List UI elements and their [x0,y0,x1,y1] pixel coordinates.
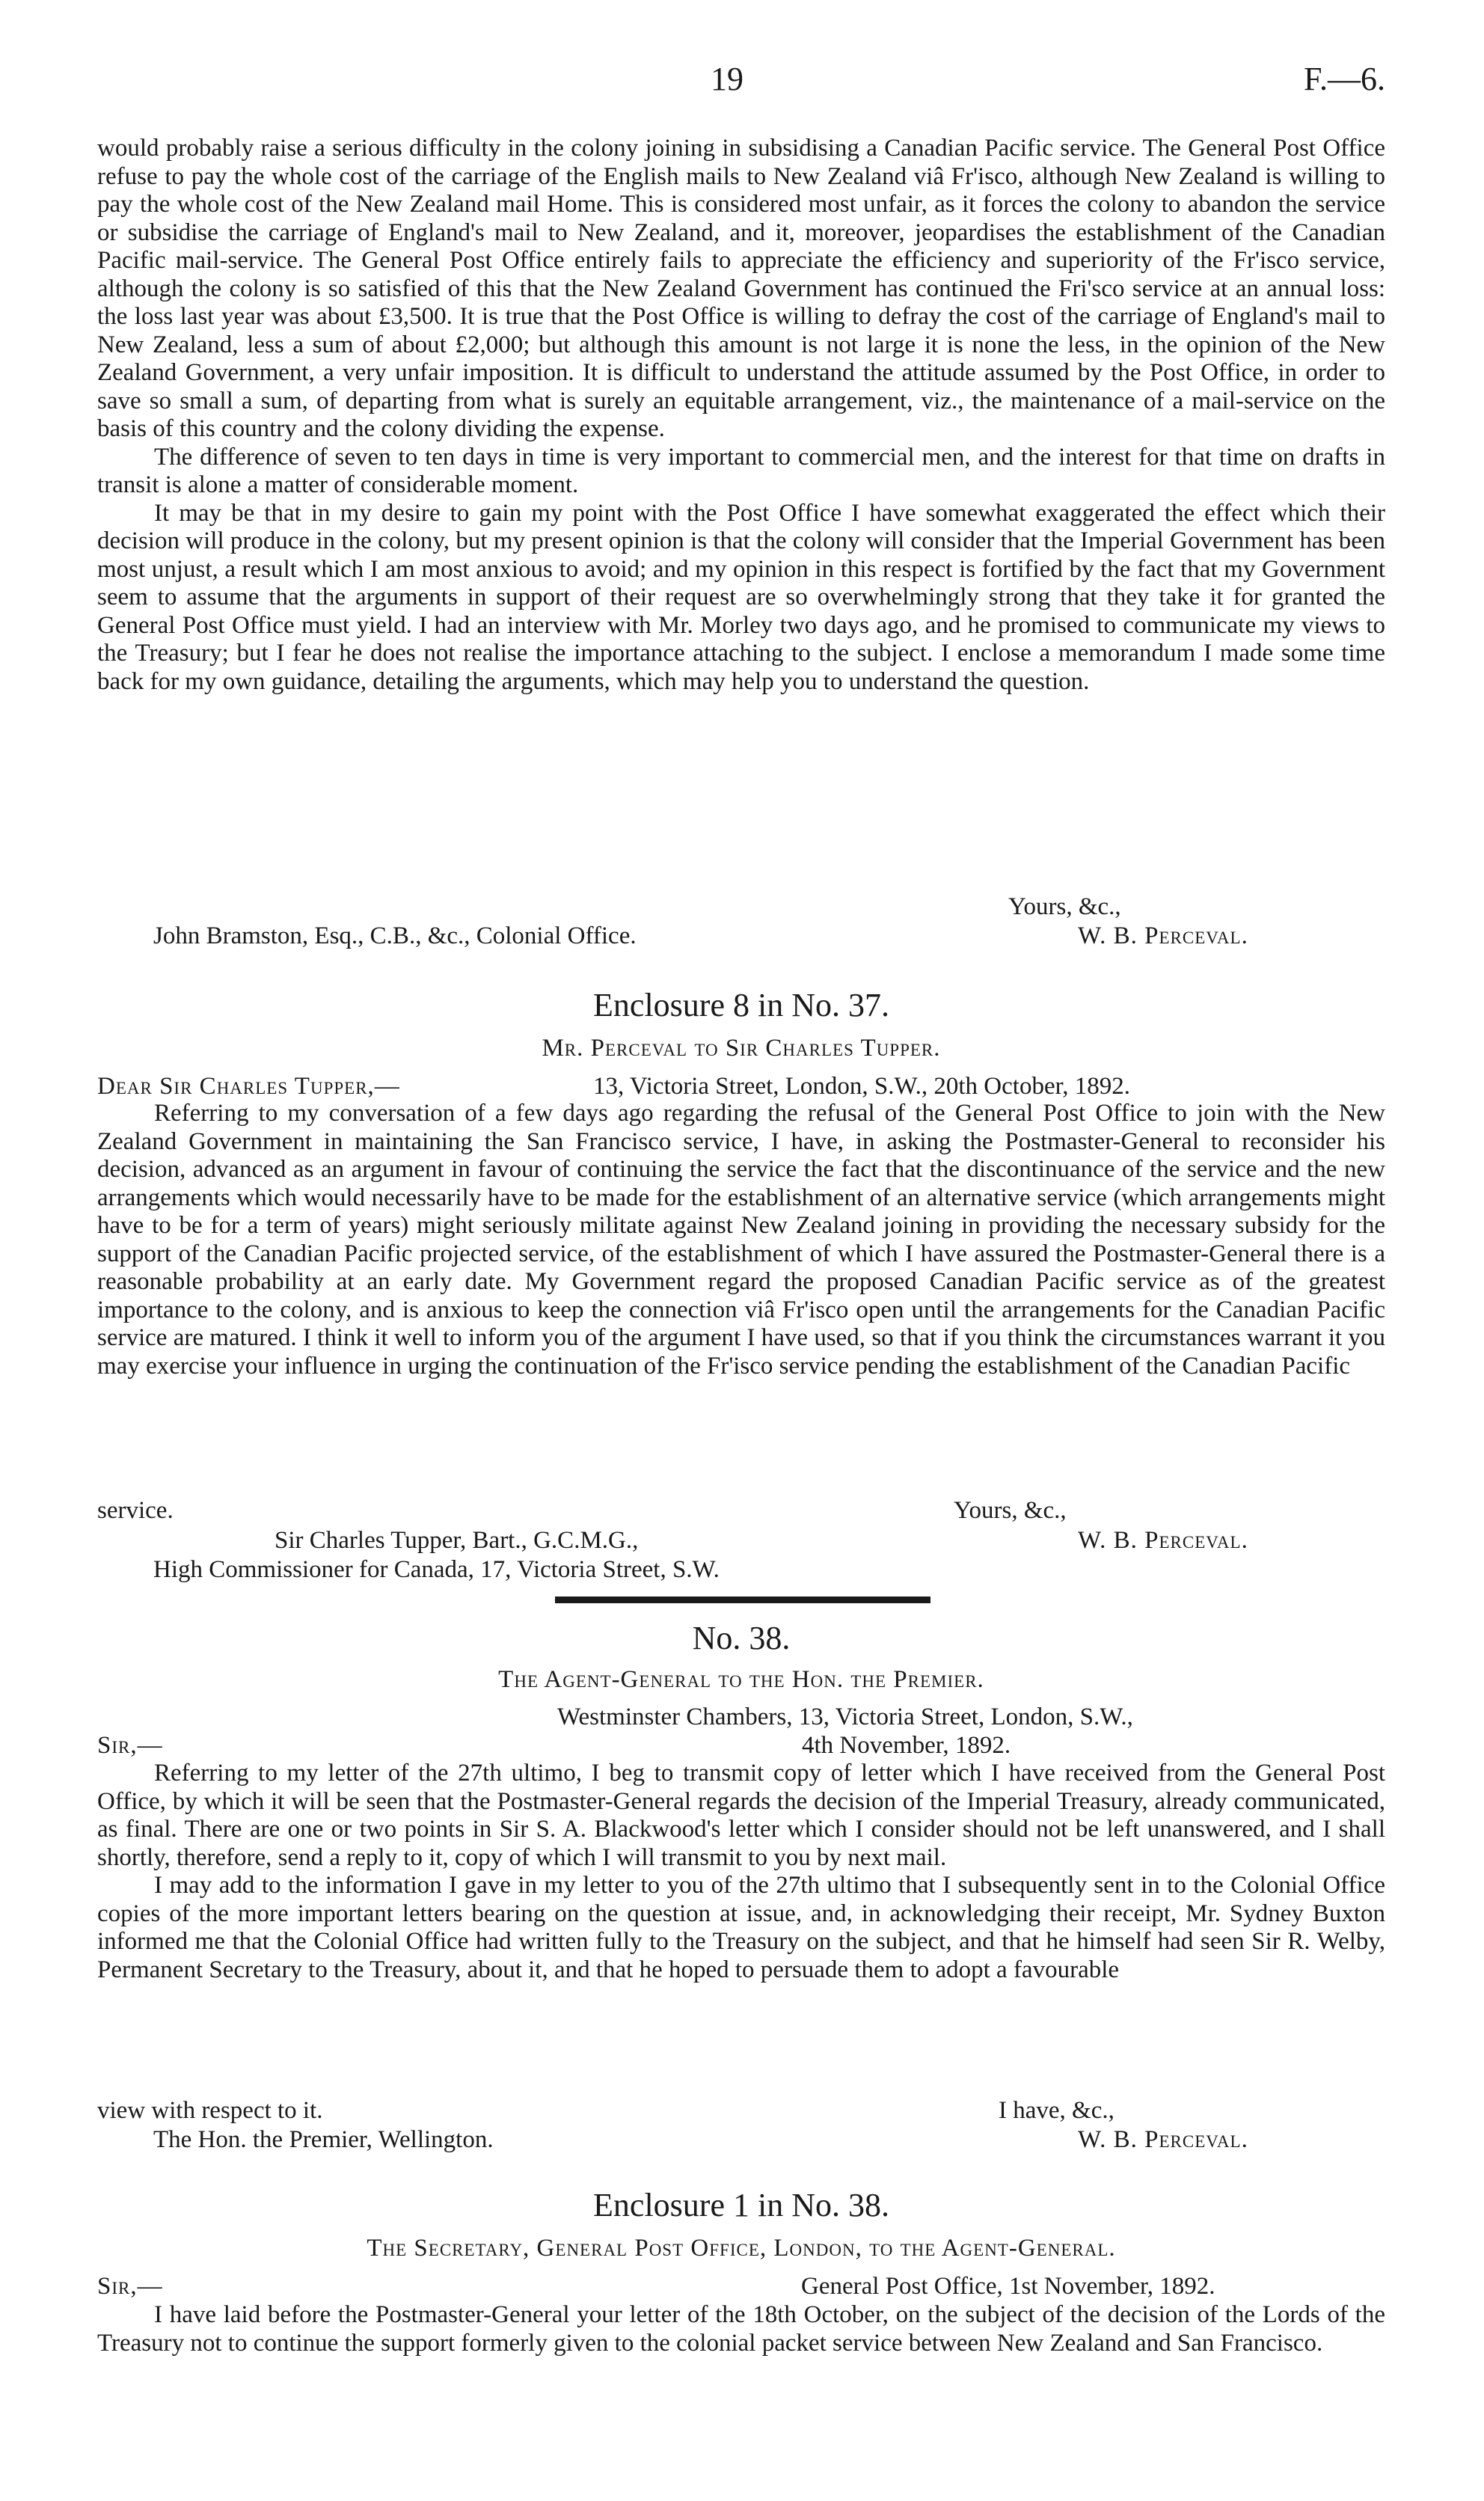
signature: W. B. Perceval. [1078,1527,1248,1554]
section-subtitle: The Secretary, General Post Office, London, to the Agent-General. [367,2235,1116,2262]
salutation: Sir,— [97,1732,163,1759]
section-divider [555,1597,930,1603]
section-subtitle: The Agent-General to the Hon. the Premier. [498,1666,984,1693]
letter-continuation [97,135,1385,696]
paragraph: It may be that in my desire to gain my point with the Post Office I have somewhat exaggerated the effect which their decision will produce in the colony, but my present opinion is that the colony will consider that the Imperial Government has been most unjust, a result which I am most anxious to avoid; and my opinion in this respect is fortified by the fact that my Government seem to assume that the arguments in support of their request are so overwhelmingly strong that they take it for granted the General Post Office must yield. I had an interview with Mr. Morley two days ago, and he promised to communicate my views to the Treasury; but I fear he does not realise the importance attaching to the subject. I enclose a memorandum I made some time back for my own guidance, detailing the arguments, which may help you to understand the question. [97,499,1385,695]
last-word: service. [97,1497,174,1524]
letter-body [97,2301,1385,2357]
document-reference: F.—6. [1304,61,1385,97]
section-title: Enclosure 8 in No. 37. [593,987,889,1023]
address: Westminster Chambers, 13, Victoria Street, London, S.W., [557,1703,1133,1730]
address-date: 13, Victoria Street, London, S.W., 20th October, 1892. [593,1073,1131,1100]
section-subtitle: Mr. Perceval to Sir Charles Tupper. [542,1035,941,1062]
paragraph: Referring to my conversation of a few days ago regarding the refusal of the General Post Office to join with the New Zealand Government in maintaining the San Francisco service, I have, in asking the Postmaster-General to reconsider his decision, advanced as an argument in favour of continuing the service the fact that the discontinuance of the service and the new arrangements which would necessarily have to be made for the establishment of an alternative service (which arrangements might have to be for a term of years) might seriously militate against New Zealand joining in providing the necessary subsidy for the support of the Canadian Pacific projected service, of the establishment of which I have assured the Postmaster-General there is a reasonable probability at an early date. My Government regard the proposed Canadian Pacific service as of the greatest importance to the colony, and is anxious to keep the connection viâ Fr'isco open until the arrangements for the Canadian Pacific service are matured. I think it well to inform you of the argument I have used, so that if you think the circumstances warrant it you may exercise your influence in urging the continuation of the Fr'isco service pending the establishment of the Canadian Pacific [97,1100,1385,1380]
section-title: No. 38. [692,1620,791,1656]
document-page [97,0,1385,2501]
addressee: High Commissioner for Canada, 17, Victoria Street, S.W. [153,1556,720,1583]
addressee: John Bramston, Esq., C.B., &c., Colonial Office. [153,922,637,949]
date: 4th November, 1892. [802,1732,1011,1759]
addressee: Sir Charles Tupper, Bart., G.C.M.G., [275,1527,639,1554]
paragraph: I have laid before the Postmaster-General your letter of the 18th October, on the subject of the decision of the Lords of the Treasury not to continue the support formerly given to the colonial packet service between New Zealand and San Francisco. [97,2301,1385,2357]
section-title: Enclosure 1 in No. 38. [593,2187,889,2223]
paragraph: Referring to my letter of the 27th ultimo, I beg to transmit copy of letter which I have received from the General Post Office, by which it will be seen that the Postmaster-General regards the decision of the Imperial Treasury, already communicated, as final. There are one or two points in Sir S. A. Blackwood's letter which I consider should not be left unanswered, and I shall shortly, therefore, send a reply to it, copy of which I will transmit to you by next mail. [97,1760,1385,1871]
letter-body [97,1100,1385,1380]
paragraph: I may add to the information I gave in my letter to you of the 27th ultimo that I subsequently sent in to the Colonial Office copies of the more important letters bearing on the question at issue, and, in acknowledging their receipt, Mr. Sydney Buxton informed me that the Colonial Office had written fully to the Treasury on the subject, and that he himself had seen Sir R. Welby, Permanent Secretary to the Treasury, about it, and that he hoped to persuade them to adopt a favourable [97,1872,1385,1983]
paragraph: The difference of seven to ten days in time is very important to commercial men, and the interest for that time on drafts in transit is alone a matter of considerable moment. [97,443,1385,498]
address-date: General Post Office, 1st November, 1892. [801,2273,1215,2300]
closing: Yours, &c., [954,1497,1067,1524]
page-number: 19 [711,61,743,97]
letter-body [97,1760,1385,1984]
signature: W. B. Perceval. [1078,922,1248,949]
addressee: The Hon. the Premier, Wellington. [153,2126,494,2153]
closing: I have, &c., [999,2097,1114,2124]
salutation: Dear Sir Charles Tupper,— [97,1073,400,1100]
closing: Yours, &c., [1008,893,1121,920]
salutation: Sir,— [97,2273,163,2300]
paragraph: would probably raise a serious difficulty in the colony joining in subsidising a Canadian Pacific service. The General Post Office refuse to pay the whole cost of the carriage of the English mails to New Zealand viâ Fr'isco, although New Zealand is willing to pay the whole cost of the New Zealand mail Home. This is considered most unfair, as it forces the colony to abandon the service or subsidise the carriage of England's mail to New Zealand, and it, moreover, jeopardises the establishment of the Canadian Pacific mail-service. The General Post Office entirely fails to appreciate the efficiency and superiority of the Fr'isco service, although the colony is so satisfied of this that the New Zealand Government has continued the Fri'sco service at an annual loss: the loss last year was about £3,500. It is true that the Post Office is willing to defray the cost of the carriage of England's mail to New Zealand, less a sum of about £2,000; but although this amount is not large it is none the less, in the opinion of the New Zealand Government, a very unfair imposition. It is difficult to understand the attitude assumed by the Post Office, in order to save so small a sum, of departing from what is surely an equitable arrangement, viz., the maintenance of a mail-service on the basis of this country and the colony dividing the expense. [97,135,1385,442]
signature: W. B. Perceval. [1078,2126,1248,2153]
last-line: view with respect to it. [97,2097,323,2124]
